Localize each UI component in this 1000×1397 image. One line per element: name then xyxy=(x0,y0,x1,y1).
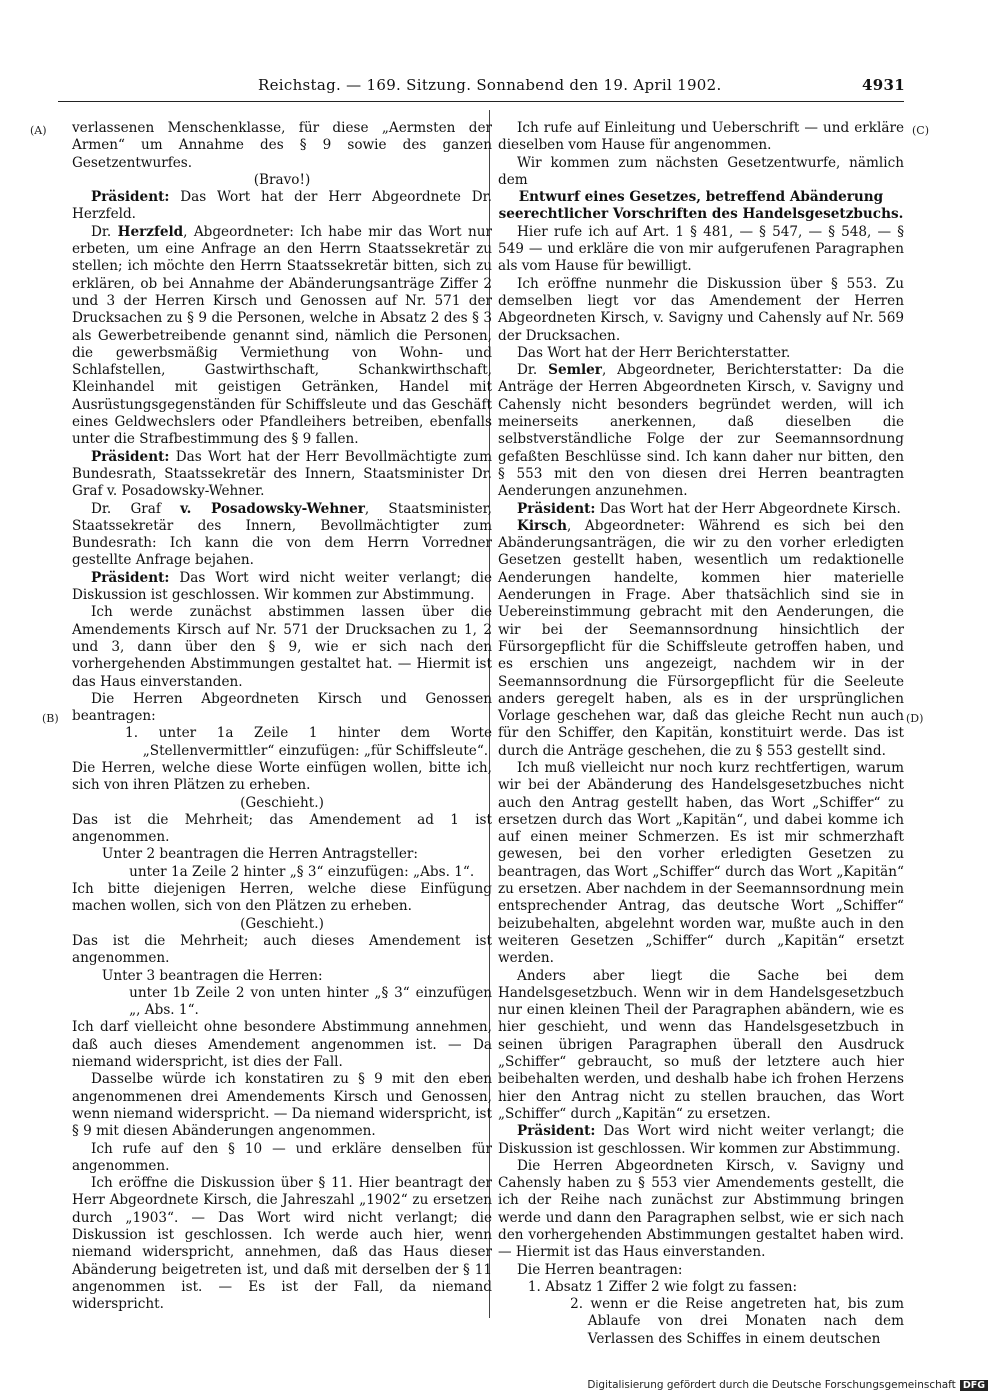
paragraph: Ich muß vielleicht nur noch kurz rechtfertigen, warum wir bei der Abänderung des Handelsgesetzbuches nicht auch den Antrag gestellt haben, das Wort „Schiffer“ zu ersetzen durch das Wort „Kapitän“, und dabei komme ich auf einen meiner Schmerzen. Es ist mir schmerzhaft gewesen, bei den vorher erledigten Gesetzen zu beantragen, das Wort „Schiffer“ durch das Wort „Kapitän“ zu ersetzen. Aber nachdem in der Seemannsordnung mein entsprechender Antrag, das deutsche Wort „Schiffer“ beizubehalten, abgelehnt worden war, mußte auch in den weiteren Gesetzen „Schiffer“ durch „Kapitän“ ersetzt werden. xyxy=(498,759,904,967)
header-rule xyxy=(58,101,904,102)
paragraph: Die Herren Abgeordneten Kirsch und Genossen beantragen: xyxy=(72,690,492,725)
paragraph: Ich rufe auf den § 10 — und erkläre denselben für angenommen. xyxy=(72,1140,492,1174)
paragraph: Ich rufe auf Einleitung und Ueberschrift — und erkläre dieselben vom Hause für angenommen. xyxy=(498,120,904,154)
margin-mark-c: (C) xyxy=(912,124,929,137)
digitization-footer xyxy=(587,1379,988,1391)
right-column xyxy=(498,120,904,1348)
margin-mark-b: (B) xyxy=(42,712,59,725)
paragraph: Das ist die Mehrheit; das Amendement ad 1 ist angenommen. xyxy=(72,811,492,846)
paragraph: Ich werde zunächst abstimmen lassen über die Amendements Kirsch auf Nr. 571 der Drucksachen zu 1, 2 und 3, dann über den § 9, wie er sich nach den vorhergehenden Abstimmungen gestaltet hat. — Hiermit ist das Haus einverstanden. xyxy=(72,604,492,690)
paragraph: Ich eröffne nunmehr die Diskussion über § 553. Zu demselben liegt vor das Amendement der Herren Abgeordneten Kirsch, v. Savigny und Cahensly auf Nr. 569 der Drucksachen. xyxy=(498,275,904,344)
paragraph: Präsident: Das Wort hat der Herr Abgeordnete Dr. Herzfeld. xyxy=(72,189,492,223)
paragraph: Dr. Graf v. Posadowsky-Wehner, Staatsminister, Staatssekretär des Innern, Bevollmächtigter zum Bundesrath: Ich kann die von dem Herrn Vorredner gestellte Anfrage bejahen. xyxy=(72,500,492,569)
paragraph: Die Herren, welche diese Worte einfügen wollen, bitte ich, sich von ihren Plätzen zu erheben. xyxy=(72,759,492,794)
motion-item: 1. unter 1a Zeile 1 hinter dem Worte „Stellenvermittler“ einzufügen: „für Schiffsleute“. xyxy=(125,725,492,759)
paragraph: Präsident: Das Wort wird nicht weiter verlangt; die Diskussion ist geschlossen. Wir kommen zur Abstimmung. xyxy=(72,569,492,604)
paragraph: Wir kommen zum nächsten Gesetzentwurfe, nämlich dem xyxy=(498,154,904,188)
paragraph: Dasselbe würde ich konstatiren zu § 9 mit den eben angenommenen drei Amendements Kirsch und Genossen, wenn niemand widerspricht. — Da niemand widerspricht, ist § 9 mit diesen Abänderungen angenommen. xyxy=(72,1071,492,1140)
paragraph: Dr. Semler, Abgeordneter, Berichterstatter: Da die Anträge der Herren Abgeordneten Kirsch, v. Savigny und Cahensly nicht besonders begründet werden, will ich meinerseits anerkennen, daß dieselben die selbstverständliche Folge der zur Seemannsordnung gefaßten Beschlüsse sind. Ich kann daher nur bitten, den § 553 mit den von diesen drei Herren beantragten Aenderungen anzunehmen. xyxy=(498,362,904,500)
interjection: (Geschieht.) xyxy=(240,915,324,932)
left-column xyxy=(72,120,492,1313)
dfg-logo: DFG xyxy=(960,1380,988,1391)
margin-mark-d: (D) xyxy=(906,712,924,725)
paragraph: Hier rufe ich auf Art. 1 § 481, — § 547, — § 548, — § 549 — und erkläre die von mir aufgerufenen Paragraphen als vom Hause für bewilligt. xyxy=(498,223,904,275)
paragraph: Ich darf vielleicht ohne besondere Abstimmung annehmen, daß auch dieses Amendement angenommen ist. — Da niemand widerspricht, ist dies der Fall. xyxy=(72,1019,492,1071)
motion-item: unter 1b Zeile 2 von unten hinter „§ 3“ einzufügen „, Abs. 1“. xyxy=(129,984,492,1019)
paragraph: Präsident: Das Wort hat der Herr Abgeordnete Kirsch. xyxy=(517,500,901,517)
footer-text: Digitalisierung gefördert durch die Deutsche Forschungsgemeinschaft xyxy=(587,1379,956,1391)
page-number: 4931 xyxy=(862,76,905,94)
paragraph: Präsident: Das Wort hat der Herr Bevollmächtigte zum Bundesrath, Staatssekretär des Innern, Staatsminister Dr. Graf v. Posadowsky-Wehner. xyxy=(72,448,492,500)
page-header xyxy=(250,76,905,100)
paragraph: Das Wort hat der Herr Berichterstatter. xyxy=(517,344,791,361)
motion-item: unter 1a Zeile 2 hinter „§ 3“ einzufügen: „Abs. 1“. xyxy=(129,863,475,880)
paragraph: Ich bitte diejenigen Herren, welche diese Einfügung machen wollen, sich von den Plätzen zu erheben. xyxy=(72,881,492,915)
paragraph: Unter 3 beantragen die Herren: xyxy=(101,967,323,984)
motion-item: 1. Absatz 1 Ziffer 2 wie folgt zu fassen: xyxy=(527,1278,798,1295)
paragraph: Unter 2 beantragen die Herren Antragsteller: xyxy=(101,846,418,863)
interjection: (Bravo!) xyxy=(253,171,311,188)
paragraph: Die Herren beantragen: xyxy=(517,1261,683,1278)
bill-title: Entwurf eines Gesetzes, betreffend Abänderung seerechtlicher Vorschriften des Handelsgesetzbuchs. xyxy=(498,189,904,223)
paragraph: Kirsch, Abgeordneter: Während es sich bei den Abänderungsanträgen, die wir zu den vorher erledigten Gesetzen gestellt haben, wesentlich um redaktionelle Aenderungen handelte, kommen hier materielle Aenderungen in Frage. Aber thatsächlich sind sie in Uebereinstimmung gebracht mit den Aenderungen, die wir bei der Seemannsordnung hinsichtlich der Fürsorgepflicht für die Schiffsleute getroffen haben, und es erschien uns angezeigt, nachdem wir in der Seemannsordnung die Fürsorgepflicht für die Seeleute anders geregelt haben, als es in der ursprünglichen Vorlage geschehen war, daß das gleiche Recht nun auch für den Schiffer, den Kapitän, konstituirt werde. Das ist durch die Anträge geschehen, die zu § 553 gestellt sind. xyxy=(498,517,904,759)
paragraph: Das ist die Mehrheit; auch dieses Amendement ist angenommen. xyxy=(72,932,492,967)
paragraph: Anders aber liegt die Sache bei dem Handelsgesetzbuch. Wenn wir in dem Handelsgesetzbuch nur einen kleinen Theil der Paragraphen abändern, wie es hier geschieht, und wenn das Handelsgesetzbuch in seinen übrigen Paragraphen überall den Ausdruck „Schiffer“ gebraucht, so muß der letztere auch hier beibehalten werden, und deshalb habe ich frohen Herzens hier den Antrag nicht zu stellen brauchen, das Wort „Schiffer“ durch „Kapitän“ zu ersetzen. xyxy=(498,967,904,1122)
paragraph: Dr. Herzfeld, Abgeordneter: Ich habe mir das Wort nur erbeten, um eine Anfrage an den Herrn Staatssekretär zu stellen; ich möchte den Herrn Staatssekretär bitten, sich zu erklären, ob bei Annahme der Abänderungsanträge Ziffer 2 und 3 der Herren Kirsch und Genossen auf Nr. 571 der Drucksachen zu § 9 die Personen, welche in Absatz 2 des § 3 als Gewerbetreibende genannt sind, nämlich die Personen, die gewerbsmäßig Vermiethung von Wohn- und Schlafstellen, Gastwirthschaft, Schankwirthschaft, Kleinhandel mit geistigen Getränken, Handel mit Ausrüstungsgegenständen für Schiffsleute und das Geschäft eines Geldwechslers oder Pfandleihers betreiben, ebenfalls unter die Strafbestimmung des § 9 fallen. xyxy=(72,223,493,448)
paragraph: Ich eröffne die Diskussion über § 11. Hier beantragt der Herr Abgeordnete Kirsch, die Jahreszahl „1902“ zu ersetzen durch „1903“. — Das Wort wird nicht verlangt; die Diskussion ist geschlossen. Ich werde auch hier, wenn niemand widerspricht, annehmen, daß das Haus dieser Abänderung beigetreten ist, und daß mit derselben der § 11 angenommen ist. — Es ist der Fall, da niemand widerspricht. xyxy=(72,1175,492,1313)
motion-subitem: 2. wenn er die Reise angetreten hat, bis zum Ablaufe von drei Monaten nach dem Verlassen des Schiffes in einem deutschen xyxy=(570,1296,904,1347)
header-line: Reichstag. — 169. Sitzung. Sonnabend den 19. April 1902. xyxy=(258,76,722,94)
paragraph: Präsident: Das Wort wird nicht weiter verlangt; die Diskussion ist geschlossen. Wir kommen zur Abstimmung. xyxy=(498,1123,904,1157)
paragraph: Die Herren Abgeordneten Kirsch, v. Savigny und Cahensly haben zu § 553 vier Amendements gestellt, die ich der Reihe nach zunächst zur Abstimmung bringen werde und dann den Paragraphen selbst, wie er sich nach den vorhergehenden Abstimmungen gestaltet haben wird. — Hiermit ist das Haus einverstanden. xyxy=(498,1157,904,1261)
paragraph: verlassenen Menschenklasse, für diese „Aermsten der Armen“ um Annahme des § 9 sowie des ganzen Gesetzentwurfes. xyxy=(72,120,492,171)
interjection: (Geschieht.) xyxy=(240,794,324,811)
margin-mark-a: (A) xyxy=(30,124,47,137)
